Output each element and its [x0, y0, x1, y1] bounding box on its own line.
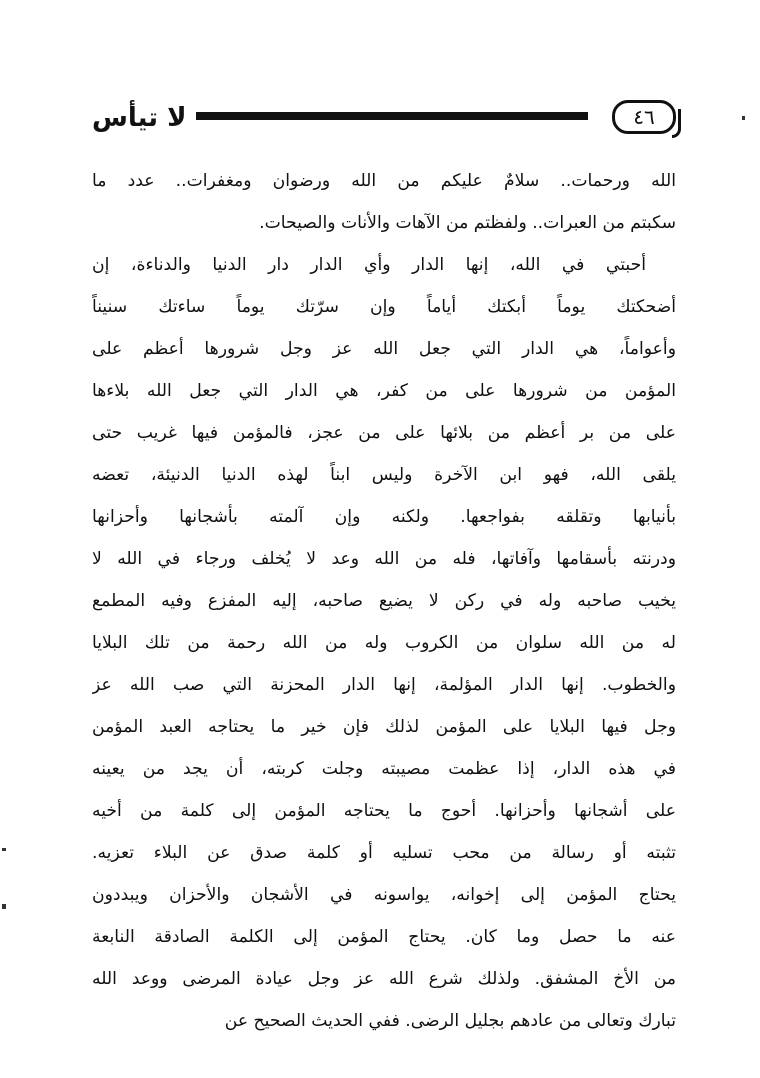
header-rule: [196, 112, 588, 120]
text-line: يخيب صاحبه وله في ركن لا يضيع صاحبه، إليه المفزع وفيه المطمع: [92, 591, 676, 611]
text-line: عنه ما حصل وما كان. يحتاج المؤمن إلى الكلمة الصادقة النابعة: [92, 927, 676, 947]
text-line: سكبتم من العبرات.. ولفظتم من الآهات والأنات والصيحات.: [259, 213, 676, 233]
text-line: ودرنته بأسقامها وآفاتها، فله من الله وعد لا يُخلف ورجاء في الله لا: [92, 549, 676, 569]
text-line: تثبته أو رسالة من محب تسليه أو كلمة صدق عن البلاء تعزيه.: [92, 843, 676, 863]
text-line: وجل فيها البلايا على المؤمن لذلك فإن خير ما يحتاجه العبد المؤمن: [92, 717, 676, 737]
margin-mark: [2, 904, 6, 909]
book-title: لا تيأس: [92, 103, 187, 133]
page-number: ٤٦: [612, 100, 676, 134]
margin-mark: [2, 848, 6, 851]
text-line: والخطوب. إنها الدار المؤلمة، إنها الدار المحزنة التي صب الله عز: [92, 675, 676, 695]
margin-mark: [742, 116, 745, 120]
body-text: [92, 160, 676, 1042]
text-line: من الأخ المشفق. ولذلك شرع الله عز وجل عيادة المرضى ووعد الله: [92, 969, 676, 989]
text-line: على أشجانها وأحزانها. أحوج ما يحتاجه المؤمن إلى كلمة من أخيه: [92, 801, 676, 821]
text-line: وأعواماً، هي الدار التي جعل الله عز وجل شرورها أعظم على: [92, 339, 676, 359]
text-line: بأنيابها وتقلقه بفواجعها. ولكنه وإن آلمته بأشجانها وأحزانها: [92, 507, 676, 527]
page-header: [92, 100, 682, 136]
text-line: الله ورحمات.. سلامٌ عليكم من الله ورضوان ومغفرات.. عدد ما: [92, 171, 676, 191]
text-line: يلقى الله، فهو ابن الآخرة وليس ابناً لهذه الدنيا الدنيئة، تعضه: [92, 465, 676, 485]
text-line: تبارك وتعالى من عادهم بجليل الرضى. ففي الحديث الصحيح عن: [224, 1011, 676, 1031]
text-line: أضحكتك يوماً أبكتك أياماً وإن سرّتك يوماً ساءتك سنيناً: [92, 297, 676, 317]
text-line: على من بر أعظم من بلائها على من عجز، فالمؤمن فيها غريب حتى: [92, 423, 676, 443]
text-line: أحبتي في الله، إنها الدار وأي الدار دار الدنيا والدناءة، إن: [92, 255, 646, 275]
text-line: له من الله سلوان من الكروب وله من الله رحمة من تلك البلايا: [92, 633, 676, 653]
text-line: يحتاج المؤمن إلى إخوانه، يواسونه في الأشجان والأحزان ويبددون: [92, 885, 676, 905]
text-line: في هذه الدار، إذا عظمت مصيبته وجلت كربته، أن يجد من يعينه: [92, 759, 676, 779]
text-line: المؤمن من شرورها على من كفر، هي الدار التي جعل الله بلاءها: [92, 381, 676, 401]
